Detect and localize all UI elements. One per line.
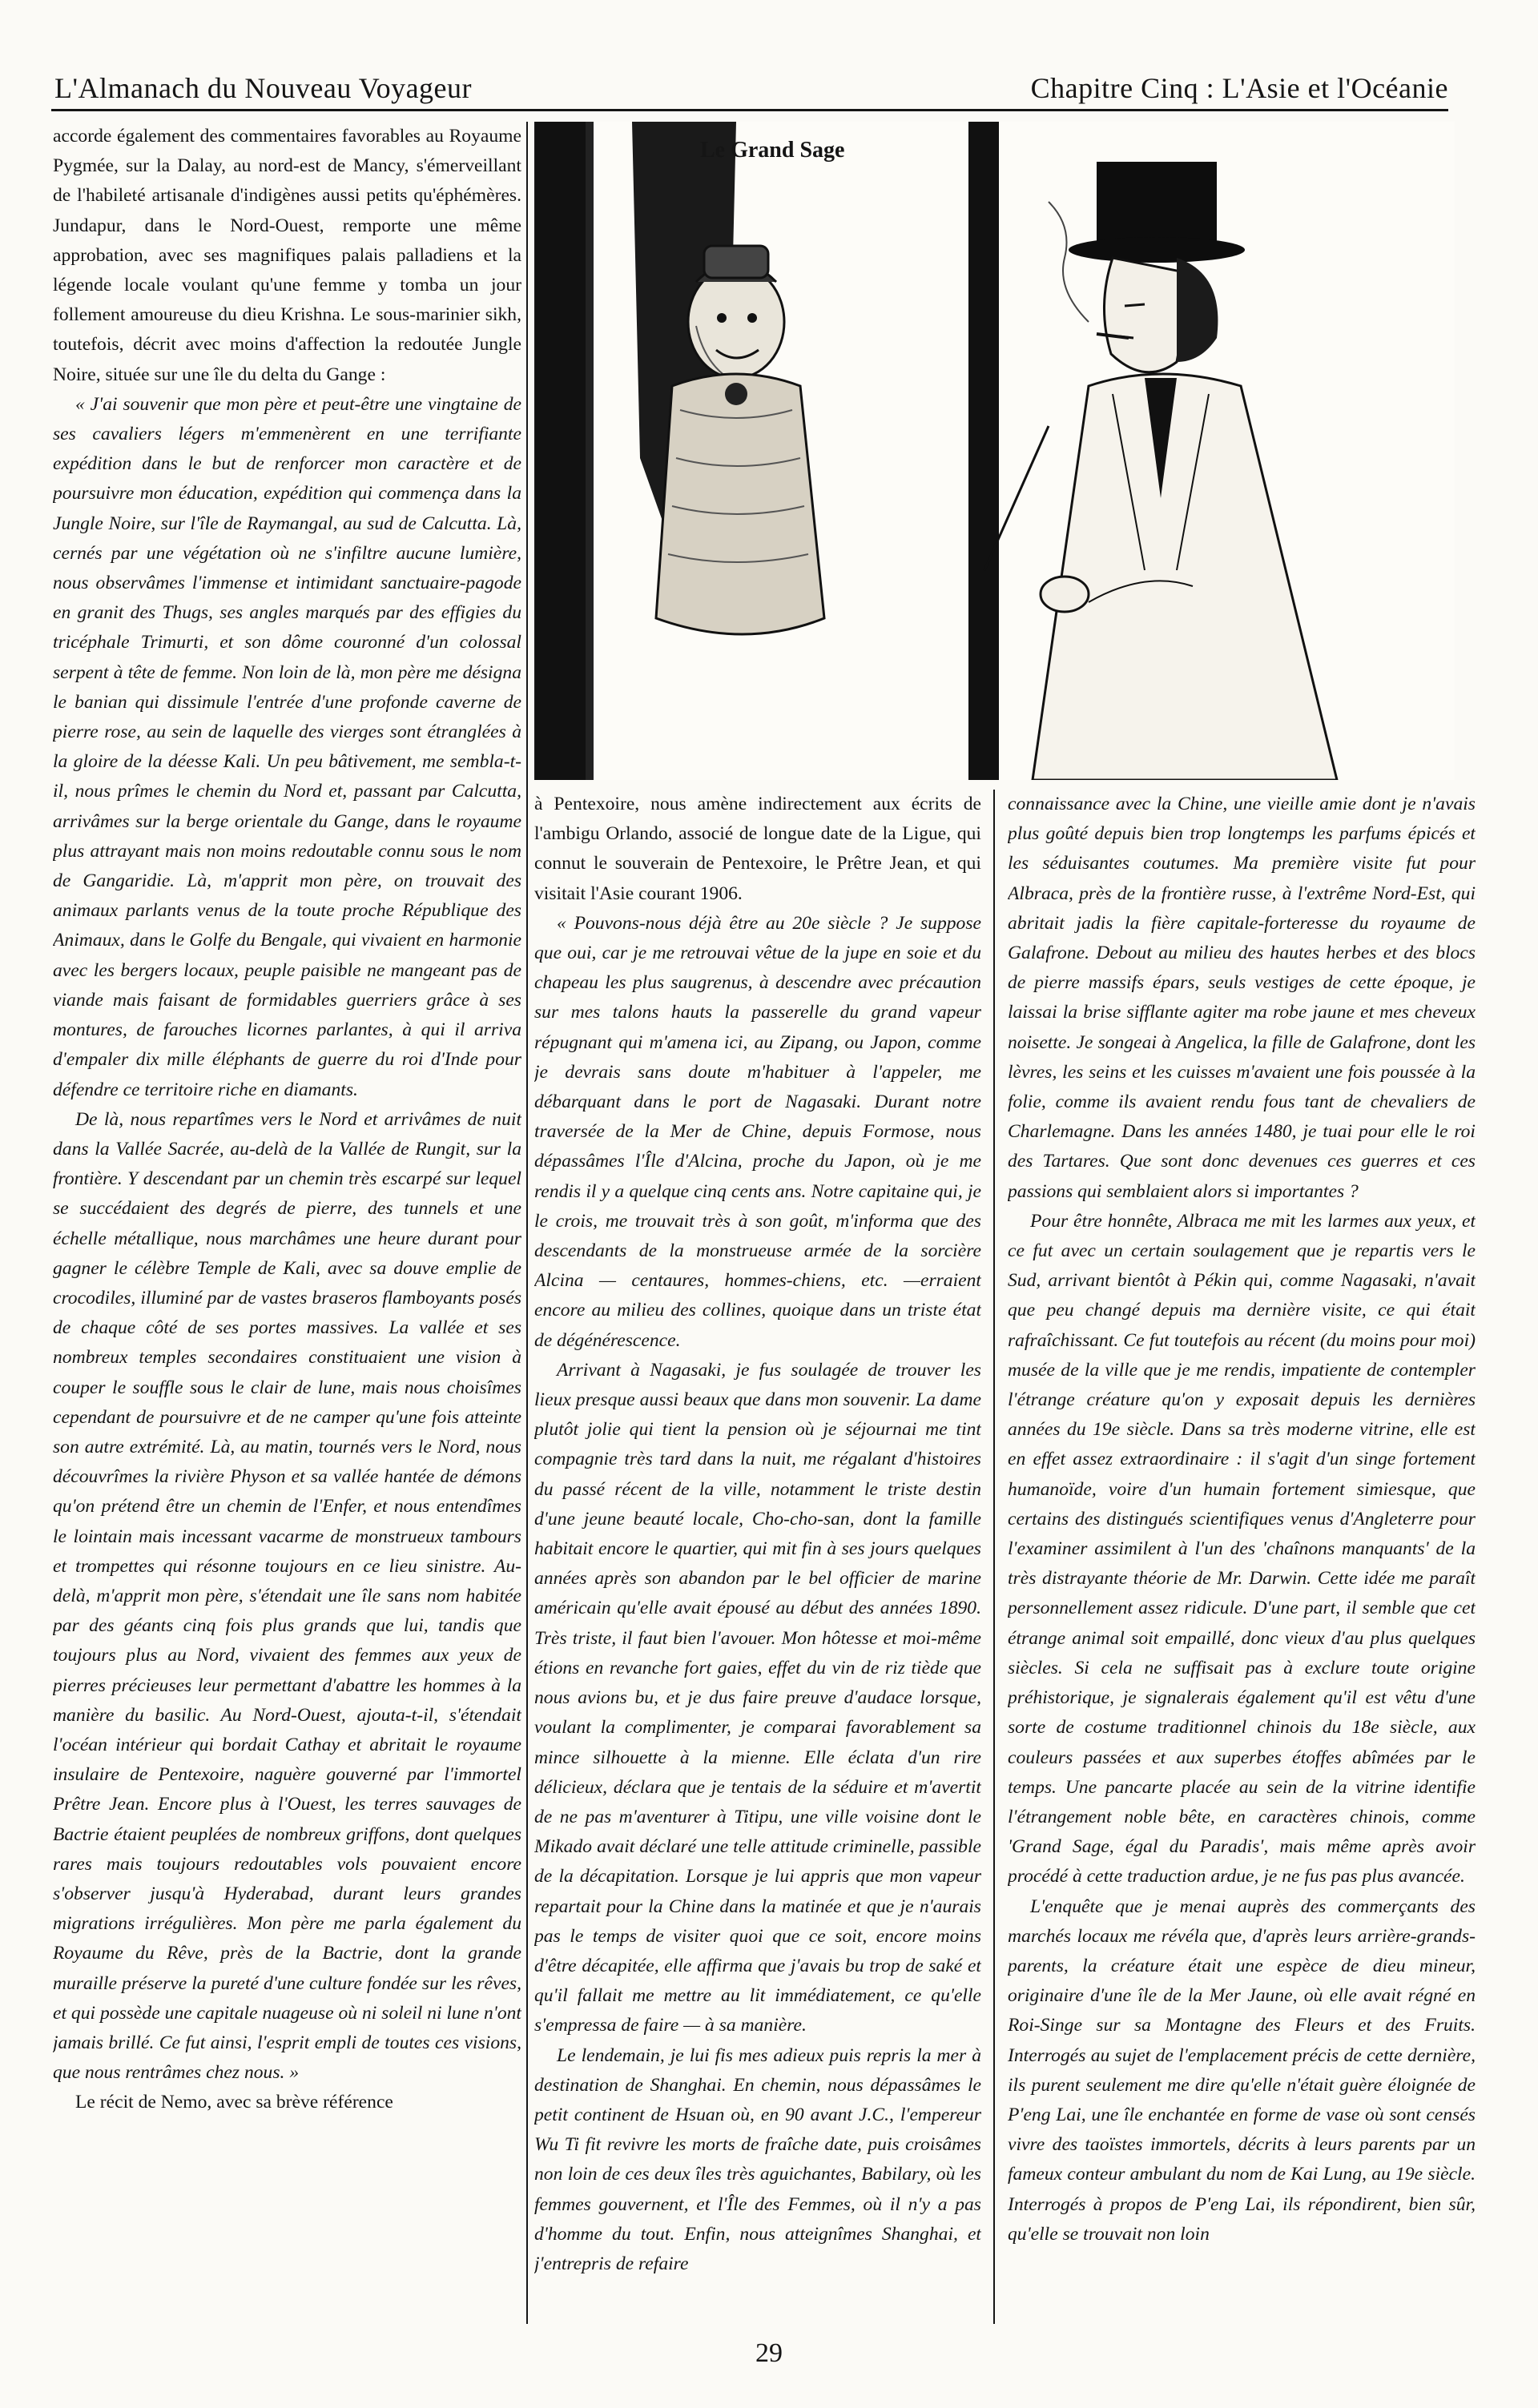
quote-paragraph: L'enquête que je menai auprès des commerçants des marchés locaux me révéla que, d'après leurs arrière-grands-parents, la créature était une espèce de dieu mineur, originaire d'une île de la Mer Jaune, où elle avait régné en Roi-Singe sur sa Montagne des Fleurs et des Fruits. Interrogés au sujet de l'emplacement précis de cette dernière, ils purent seulement me dire qu'elle n'était guère éloignée de P'eng Lai, une île enchantée en forme de vase où sont censés vivre des taoïstes immortels, décrits à leurs parents par un fameux conteur ambulant du nom de Kai Lung, au 19e siècle. Interrogés à propos de P'eng Lai, ils répondirent, bien sûr, qu'elle se trouvait non loin — [1008, 1895, 1476, 2245]
column-rule — [526, 122, 528, 2324]
paragraph: accorde également des commentaires favorables au Royaume Pygmée, sur la Dalay, au nord-est de Mancy, s'émerveillant de l'habileté artisanale d'indigènes aussi petits qu'éphémères. Jundapur, dans le Nord-Ouest, remporte une même approbation, avec ses magnifiques palais palladiens et la légende locale voulant qu'une femme y tomba un jour follement amoureuse du dieu Krishna. Le sous-marinier sikh, toutefois, décrit avec moins d'affection la redoutée Jungle Noire, située sur une île du delta du Gange : — [53, 126, 521, 385]
quote-paragraph: « Pouvons-nous déjà être au 20e siècle ? Je suppose que oui, car je me retrouvai vêtue de la jupe en soie et du chapeau les plus saugrenus, à descendre avec précaution sur mes talons hauts la passerelle du grand vapeur répugnant qui m'amena ici, au Zipang, ou Japon, comme je devrais sans doute m'habituer à l'appeler, me débarquant dans le port de Nagasaki. Durant notre traversée de la Mer de Chine, depuis Formose, nous dépassâmes l'Île d'Alcina, proche du Japon, où je me rendis il y a quelque cinq cents ans. Notre capitaine qui, je le crois, me trouvait très à son goût, m'informa que des descendants de la monstrueuse armée de la sorcière Alcina — centaures, hommes-chiens, etc. —erraient encore au milieu des collines, quoique dans un triste état de dégénérescence. — [534, 912, 981, 1351]
column-rule — [993, 790, 995, 2324]
text-column-right — [1008, 790, 1476, 2327]
quote-paragraph: Le lendemain, je lui fis mes adieux puis repris la mer à destination de Shanghai. En chemin, nous dépassâmes le petit continent de Hsuan où, en 90 avant J.C., l'empereur Wu Ti fit revivre les morts de fraîche date, puis croisâmes non loin de ces deux îles très aguichantes, Babilary, où les femmes gouvernent, et l'Île des Femmes, où il n'y a pas d'homme du tout. Enfin, nous atteignîmes Shanghai, et j'entrepris de refaire — [534, 2044, 981, 2274]
paragraph: Le récit de Nemo, avec sa brève référence — [75, 2092, 393, 2113]
text-column-middle — [534, 790, 981, 2327]
page-number: 29 — [755, 2338, 783, 2368]
paragraph: à Pentexoire, nous amène indirectement aux écrits de l'ambigu Orlando, associé de longue date de la Ligue, qui connut le souverain de Pentexoire, le Prêtre Jean, et qui visitait l'Asie courant 1906. — [534, 794, 981, 904]
quote-paragraph: De là, nous repartîmes vers le Nord et arrivâmes de nuit dans la Vallée Sacrée, au-delà de la Vallée de Rungit, sur la frontière. Y descendant par un chemin très escarpé sur lequel se succédaient des degrés de pierre, des tunnels et une échelle métallique, nous marchâmes une heure durant pour gagner le célèbre Temple de Kali, avec sa douve emplie de crocodiles, illuminé par de vastes braseros flamboyants posés de chaque côté de ses portes massives. La vallée et ses nombreux temples secondaires constituaient une vision à couper le souffle sous le clair de lune, mais nous choisîmes cependant de poursuivre et de ne camper qu'une fois atteinte son autre extrémité. Là, au matin, tournés vers le Nord, nous découvrîmes la rivière Physon et sa vallée hantée de démons qu'on prétend être un chemin de l'Enfer, et nous entendîmes le lointain mais incessant vacarme de monstrueux tambours et trompettes qui résonne toujours en ce lieu sinistre. Au-delà, m'apprit mon père, s'étendait une île sans nom habitée par des géants cinq fois plus grands que lui, tandis que toujours plus au Nord, vivaient des femmes aux yeux de pierres précieuses leur permettant d'abattre les hommes à la manière du basilic. Au Nord-Ouest, ajouta-t-il, s'étendait l'océan intérieur qui bordait Cathay et abritait le royaume insulaire de Pentexoire, naguère gouverné par l'immortel Prêtre Jean. Encore plus à l'Ouest, les terres sauvages de Bactrie étaient peuplées de nombreux griffons, dont quelques rares mais toujours redoutables vols pouvaient encore s'observer jusqu'à Hyderabad, durant leurs grandes migrations irrégulières. Mon père me parla également du Royaume du Rêve, près de la Bactrie, dont la grande muraille préserve la pureté d'une culture fondée sur les rêves, et qui possède une capitale nuageuse où ni soleil ni lune n'ont jamais brillé. Ce fut ainsi, l'esprit empli de toutes ces visions, que nous rentrâmes chez nous. » — [53, 1108, 521, 2084]
quote-paragraph: « J'ai souvenir que mon père et peut-être une vingtaine de ses cavaliers légers m'emmenèrent en une terrifiante expédition dans le but de renforcer mon caractère et de poursuivre mon éducation, expédition qui commença dans la Jungle Noire, sur l'île de Raymangal, au sud de Calcutta. Là, cernés par une végétation où ne s'infiltre aucune lumière, nous observâmes l'immense et intimidant sanctuaire-pagode en granit des Thugs, ses angles marqués par des effigies du tricéphale Trimurti, et son dôme couronné d'un colossal serpent à tête de femme. Non loin de là, mon père me désigna le banian qui dissimule l'entrée d'une profonde caverne de pierre rose, au sein de laquelle des vierges sont étranglées à la gloire de la déesse Kali. Un peu bâtivement, me sembla-t-il, nous prîmes le chemin du Nord et, passant par Calcutta, arrivâmes sur la berge orientale du Gange, dans le royaume plus attrayant mais non moins redoutable connu sous le nom de Gangaridie. Là, m'apprit mon père, on trouvait des animaux parlants venus de la toute proche République des Animaux, dans le Golfe du Bengale, qui vivaient en harmonie avec les bergers locaux, peuple paisible ne mangeant pas de viande mais faisant de formidables guerriers grâce à ses montures, de farouches licornes parlantes, à qui il arriva d'empaler dix mille éléphants de guerre du roi d'Inde pour défendre ce territoire riche en diamants. — [53, 393, 521, 1100]
text-column-left — [53, 122, 521, 2326]
book-title: L'Almanach du Nouveau Voyageur — [54, 72, 473, 104]
chapter-title: Chapitre Cinq : L'Asie et l'Océanie — [1030, 72, 1448, 104]
illustration-panel — [534, 122, 1455, 780]
quote-paragraph: connaissance avec la Chine, une vieille amie dont je n'avais plus goûté depuis bien trop longtemps les parfums épicés et les séduisantes coutumes. Ma première visite fut pour Albraca, près de la frontière russe, à l'extrême Nord-Est, qui abritait jadis la fière capitale-forteresse du royaume de Galafrone. Debout au milieu des hautes herbes et des blocs de pierre massifs épars, seuls vestiges de cette époque, je laissai la brise sifflante agiter ma robe jaune et mes cheveux noisette. Je songeai à Angelica, la fille de Galafrone, dont les lèvres, les seins et les cuisses m'avaient une fois poussée à la folie, comme ils avaient rendu fous tant de chevaliers de Charlemagne. Dans les années 1480, je tuai pour elle le roi des Tartares. Que sont donc devenues ces guerres et ces passions qui semblaient alors si importantes ? — [1008, 794, 1476, 1202]
quote-paragraph: Pour être honnête, Albraca me mit les larmes aux yeux, et ce fut avec un certain soulagement que je repartis vers le Sud, arrivant bientôt à Pékin qui, comme Nagasaki, n'avait que peu changé depuis ma dernière visite, ce qui était rafraîchissant. Ce fut toutefois au récent (du moins pour moi) musée de la ville que je me rendis, impatiente de contempler l'étrange créature qu'on y exposait depuis les dernières années du 19e siècle. Dans sa très moderne vitrine, elle est en effet assez extraordinaire : il s'agit d'un singe fortement humanoïde, voire d'un humain fortement simiesque, que certains des distingués scientifiques venus d'Angleterre pour l'examiner assimilent à l'un des 'chaînons manquants' de la très distrayante théorie de Mr. Darwin. Cette idée me paraît personnellement assez ridicule. D'une part, il semble que cet étrange animal soit empaillé, donc vieux d'au plus quelques siècles. Si cela ne suffisait pas à exclure toute origine préhistorique, je signalerais également qu'il est vêtu d'une sorte de costume traditionnel chinois du 18e siècle, aux couleurs passées et aux superbes étoffes abîmées par le temps. Une pancarte placée au sein de la vitrine identifie l'étrangement noble bête, en caractères chinois, comme 'Grand Sage, égal du Paradis', mais même après avoir procédé à cette traduction ardue, je ne fus pas plus avancée. — [1008, 1210, 1476, 1887]
two-figure-ink-illustration-icon — [536, 122, 1455, 780]
illustration-caption: Le Grand Sage — [700, 138, 845, 163]
quote-paragraph: Arrivant à Nagasaki, je fus soulagée de trouver les lieux presque aussi beaux que dans mon souvenir. La dame plutôt jolie qui tient la pension où je séjournai me tint compagnie très tard dans la nuit, me régalant d'histoires du passé récent de la ville, notamment le triste destin d'une jeune beauté locale, Cho-cho-san, dont la famille habitait encore le quartier, qui mit fin à ses jours quelques années après son abandon par le bel officier de marine américain qu'elle avait épousé au début des années 1890. Très triste, il faut bien l'avouer. Mon hôtesse et moi-même étions en revanche fort gaies, effet du vin de riz tiède que nous avions bu, et je dus faire preuve d'audace lorsque, voulant la complimenter, je comparai favorablement sa mince silhouette à la mienne. Elle éclata d'un rire délicieux, déclara que je tentais de la séduire et m'avertit de ne pas m'aventurer à Titipu, une ville voisine dont le Mikado avait déclaré une telle attitude criminelle, passible de la décapitation. Lorsque je lui appris que mon vapeur repartait pour la Chine dans la matinée et que je n'aurais pas le temps de visiter quoi que ce soit, encore moins d'être décapitée, elle affirma que j'avais bu trop de saké et qu'il fallait me mettre au lit immédiatement, ce qu'elle s'empressa de faire — à sa manière. — [534, 1359, 981, 2036]
running-header — [51, 69, 1448, 111]
